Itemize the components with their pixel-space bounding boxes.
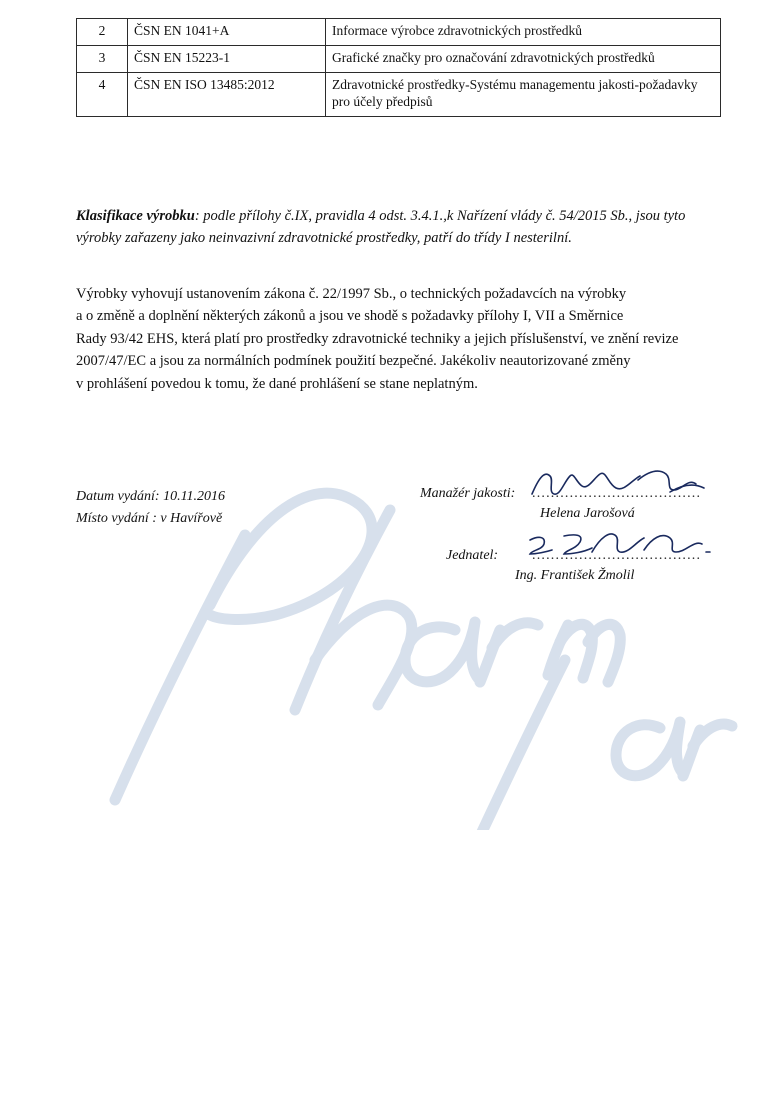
table-cell-number: 4 — [77, 72, 128, 116]
signature-line: .................................... — [532, 548, 702, 563]
issue-date-label: Datum vydání: — [76, 489, 160, 504]
conformity-line: a o změně a doplnění některých zákonů a jsou ve shodě s požadavky přílohy I, VII a Směrnice — [76, 308, 624, 325]
table-cell-description: Zdravotnické prostředky-Systému managementu jakosti-požadavky pro účely předpisů — [326, 72, 721, 116]
table-cell-number: 2 — [77, 19, 128, 46]
signature-label: Jednatel: — [446, 548, 499, 563]
classification-paragraph — [76, 205, 726, 250]
signature-row-quality-manager — [420, 486, 730, 548]
issue-place-label: Místo vydání : — [76, 511, 157, 527]
conformity-line: Rady 93/42 EHS, která platí pro prostředky zdravotnické techniky a jejich příslušenství, ve znění revize — [76, 330, 679, 347]
table-row — [77, 72, 721, 116]
signature-label: Manažér jakosti: — [420, 486, 516, 501]
classification-label: Klasifikace výrobku — [76, 207, 195, 224]
issue-place-value: v Havířově — [160, 511, 223, 527]
classification-text: : podle přílohy č.IX, pravidla 4 odst. 3.4.1.,k Nařízení vlády č. 54/2015 Sb., jsou tyto výrobky zařazeny jako neinvazivní zdravotnické prostředky, patří do třídy I nesterilní. — [76, 207, 686, 246]
issue-date-row — [76, 486, 225, 508]
standards-table — [76, 18, 721, 117]
signature-name: Ing. František Žmolil — [515, 568, 635, 583]
table-cell-code: ČSN EN 1041+A — [128, 19, 326, 46]
signature-line: .................................... — [532, 486, 702, 501]
issue-block — [76, 486, 225, 531]
conformity-line: v prohlášení povedou k tomu, že dané prohlášení se stane neplatným. — [76, 375, 478, 392]
table-row — [77, 45, 721, 72]
signature-name: Helena Jarošová — [540, 506, 635, 521]
conformity-line: Výrobky vyhovují ustanovením zákona č. 22/1997 Sb., o technických požadavcích na výrobky — [76, 286, 627, 302]
table-cell-description: Grafické značky pro označování zdravotnických prostředků — [326, 45, 721, 72]
conformity-paragraph — [76, 283, 716, 395]
table-cell-code: ČSN EN ISO 13485:2012 — [128, 72, 326, 116]
issue-place-row — [76, 508, 225, 530]
signature-row-executive — [420, 548, 730, 610]
signature-block — [420, 486, 730, 610]
issue-date-value: 10.11.2016 — [163, 489, 226, 504]
table-row — [77, 19, 721, 46]
table-cell-number: 3 — [77, 45, 128, 72]
conformity-line: 2007/47/EC a jsou za normálních podmínek použití bezpečné. Jakékoliv neautorizované změny — [76, 353, 631, 370]
table-cell-code: ČSN EN 15223-1 — [128, 45, 326, 72]
table-cell-description: Informace výrobce zdravotnických prostředků — [326, 19, 721, 46]
